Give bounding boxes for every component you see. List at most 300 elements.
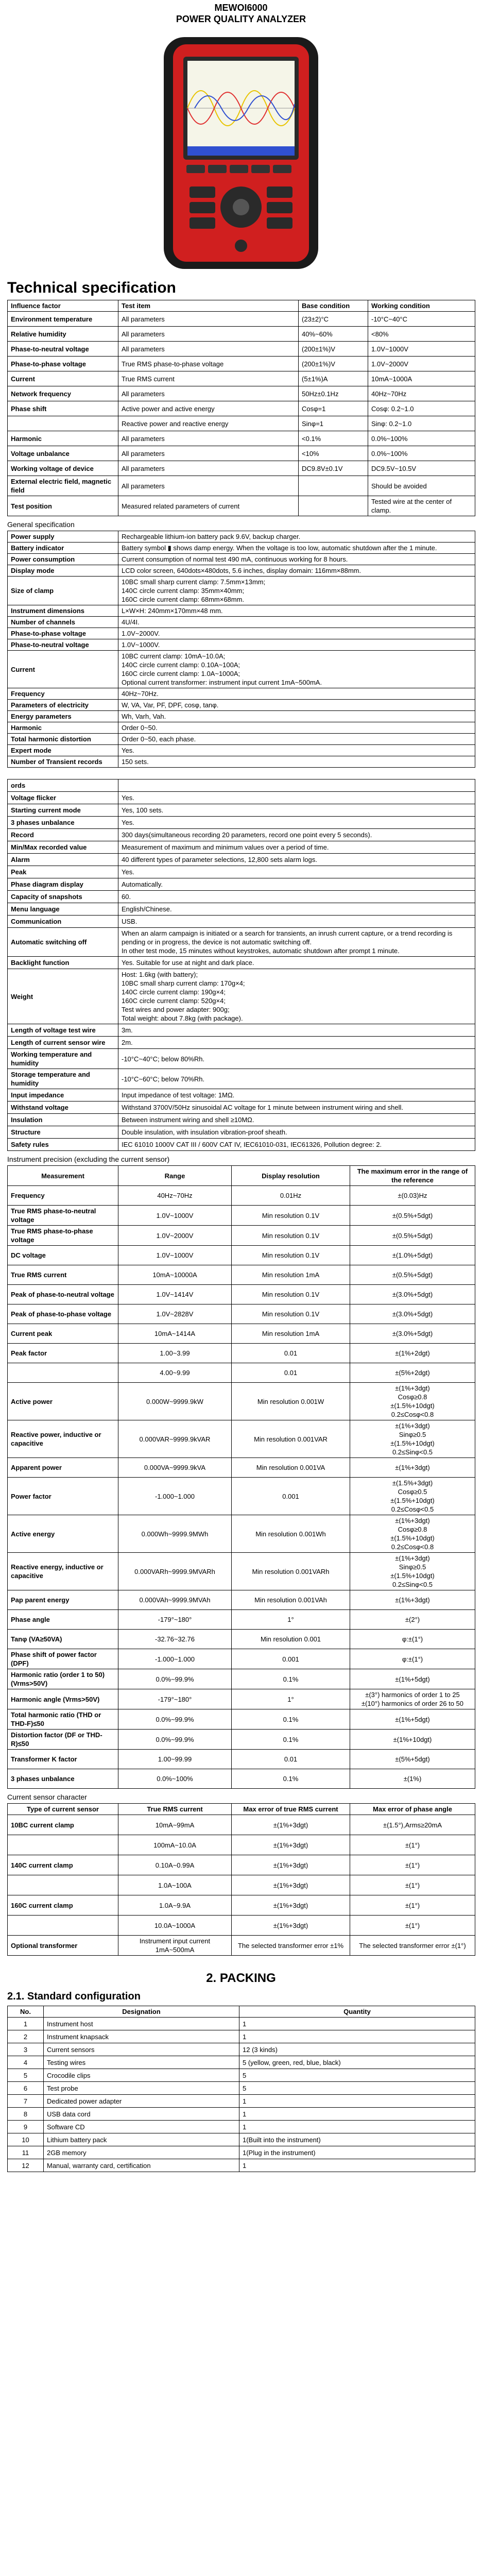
table-row [8,1769,475,1789]
table-cell: 10BC current clamp: 10mA~10.0A; 140C circle current clamp: 0.10A~100A; 160C circle current clamp: 1.0A~1000A; Optional current transformer: instrument input current 1mA~500mA. [118,651,475,688]
table-cell: Min resolution 0.001W [232,1383,350,1420]
general-table [7,531,475,768]
table-cell: 0.000VAR~9999.9kVAR [118,1420,232,1458]
table-cell: All parameters [118,446,299,461]
table-cell: Reactive power and reactive energy [118,416,299,431]
table-cell: 2GB memory [44,2146,239,2159]
table-cell: ±(1°) [350,1895,475,1916]
col-header: No. [8,2006,44,2018]
table-cell: 1.0A~100A [118,1875,232,1895]
table-cell: 10mA~1000A [368,371,475,386]
table-row [8,841,475,854]
table-cell: All parameters [118,342,299,357]
table-cell: Test probe [44,2082,239,2095]
table-cell: Tested wire at the center of clamp. [368,496,475,516]
table-cell: The selected transformer error ±(1°) [350,1936,475,1956]
table-cell: -179°~180° [118,1610,232,1630]
influence-table [7,300,475,516]
table-cell: Distortion factor (DF or THD-R)≤50 [8,1730,118,1750]
table-row [8,1649,475,1669]
table-cell: Apparent power [8,1458,118,1478]
table-row [8,1515,475,1553]
table-cell: Phase-to-phase voltage [8,628,118,639]
device-photo [153,32,329,274]
table-cell: 0.0%~100% [368,431,475,446]
table-cell: Transformer K factor [8,1750,118,1769]
table-cell: All parameters [118,461,299,476]
table-cell: 0.0%~100% [368,446,475,461]
table-cell: 8 [8,2108,44,2121]
influence-body [8,312,475,516]
table-cell: <10% [299,446,368,461]
table-cell: 5 (yellow, green, red, blue, black) [239,2056,475,2069]
packing-table [7,2006,475,2172]
table-row [8,1324,475,1344]
table-row [8,1590,475,1610]
table-cell: Min/Max recorded value [8,841,118,854]
table-row [8,639,475,651]
table-cell: 1.0V~2000V [368,357,475,371]
table-cell: Length of current sensor wire [8,1037,118,1049]
table-cell: Reactive power, inductive or capacitive [8,1420,118,1458]
table-cell: -10°C~40°C; below 80%Rh. [118,1049,475,1069]
table-row [8,1285,475,1304]
table-cell: 40Hz~70Hz. [118,688,475,700]
table-cell: 50Hz±0.1Hz [299,386,368,401]
table-cell: 1 [239,2030,475,2043]
table-cell: Should be avoided [368,476,475,496]
table-cell: ±(1%+3dgt) [350,1590,475,1610]
power-button [235,240,247,252]
table-row [8,779,475,792]
table-row [8,756,475,768]
table-row [8,891,475,903]
table-cell: Wh, Varh, Vah. [118,711,475,722]
table-cell: -179°~180° [118,1689,232,1709]
table-cell: 10mA~10000A [118,1265,232,1285]
table-row [8,2069,475,2082]
table-cell: 1.00~3.99 [118,1344,232,1363]
table-cell: Measured related parameters of current [118,496,299,516]
table-row [8,817,475,829]
table-cell: ±(0.5%+5dgt) [350,1265,475,1285]
table-cell: LCD color screen, 640dots×480dots, 5.6 inches, display domain: 116mm×88mm. [118,565,475,577]
table-cell: ±(1.5%+3dgt) Cosφ≥0.5 ±(1.5%+10dgt) 0.2≤Cosφ<0.5 [350,1478,475,1515]
influence-header-row [8,300,475,312]
table-row [8,1420,475,1458]
table-cell [8,416,118,431]
packing-body [8,2018,475,2172]
table-cell: 6 [8,2082,44,2095]
table-cell: 150 sets. [118,756,475,768]
model-name: MEWOI6000 [214,3,268,13]
table-row [8,357,475,371]
table-cell: 1.0V~2000V [118,1226,232,1246]
analyzer-illustration [153,32,329,274]
table-cell: True RMS current [118,371,299,386]
table-row [8,401,475,416]
table-cell: -1.000~1.000 [118,1478,232,1515]
table-cell: Structure [8,1126,118,1139]
table-row [8,928,475,957]
table-row [8,2121,475,2133]
table-cell [299,476,368,496]
table-row [8,1089,475,1101]
table-cell: All parameters [118,312,299,327]
table-row [8,617,475,628]
table-row [8,878,475,891]
table-cell: Min resolution 0.1V [232,1246,350,1265]
table-cell: Lithium battery pack [44,2133,239,2146]
table-row [8,1139,475,1151]
table-cell: 10.0A~1000A [118,1916,232,1936]
table-cell: 1(Built into the instrument) [239,2133,475,2146]
table-cell: 160C current clamp [8,1895,118,1916]
table-row [8,1186,475,1206]
table-cell: Active power and active energy [118,401,299,416]
table-cell: 3 phases unbalance [8,1769,118,1789]
table-row [8,866,475,878]
table-cell: (23±2)°C [299,312,368,327]
table-cell: All parameters [118,327,299,342]
table-cell: ±(3.0%+5dgt) [350,1304,475,1324]
table-cell: (200±1%)V [299,357,368,371]
table-cell [299,496,368,516]
col-header: Max error of phase angle [350,1804,475,1815]
table-cell: 0.000VARh~9999.9MVARh [118,1553,232,1590]
col-header: Max error of true RMS current [232,1804,350,1815]
table-cell [118,779,475,792]
table-cell: Phase shift of power factor (DPF) [8,1649,118,1669]
table-cell: ±(1%+3dgt) [232,1875,350,1895]
screen-menu-bar [187,146,295,156]
table-row [8,386,475,401]
table-cell: DC9.8V±0.1V [299,461,368,476]
table-row [8,2018,475,2030]
table-cell: ±(1%+3dgt) [232,1815,350,1835]
table-cell: Current [8,371,118,386]
table-cell: Network frequency [8,386,118,401]
table-cell: ±(1%+3dgt) Cosφ≥0.8 ±(1.5%+10dgt) 0.2≤Cosφ<0.8 [350,1515,475,1553]
table-cell: Min resolution 1mA [232,1324,350,1344]
table-cell: 1.0V~1000V [118,1206,232,1226]
sensor-title: Current sensor character [7,1793,87,1801]
col-header: Test item [118,300,299,312]
general-table-2 [7,779,475,1151]
table-cell: 300 days(simultaneous recording 20 parameters, record one point every 5 seconds). [118,829,475,841]
table-row [8,476,475,496]
table-cell: 3 [8,2043,44,2056]
table-cell: Measurement of maximum and minimum values over a period of time. [118,841,475,854]
table-cell: Peak factor [8,1344,118,1363]
table-row [8,1730,475,1750]
table-cell: Display mode [8,565,118,577]
table-row [8,565,475,577]
table-cell: 0.001 [232,1478,350,1515]
table-row [8,1936,475,1956]
table-cell: φ:±(1°) [350,1649,475,1669]
table-cell: ±(1%+5dgt) [350,1669,475,1689]
table-row [8,1855,475,1875]
table-cell: ±(1%+3dgt) [232,1835,350,1855]
table-cell: ±(1%+3dgt) [232,1855,350,1875]
table-row [8,312,475,327]
table-cell: All parameters [118,476,299,496]
table-cell: 40Hz~70Hz [118,1186,232,1206]
table-cell: Menu language [8,903,118,916]
table-cell: All parameters [118,386,299,401]
table-cell: English/Chinese. [118,903,475,916]
sensor-table [7,1803,475,1956]
packing-subtitle: 2.1. Standard configuration [7,1991,141,2002]
table-cell: ±(5%+2dgt) [350,1363,475,1383]
table-cell: Yes. [118,792,475,804]
table-cell: ±(0.03)Hz [350,1186,475,1206]
table-cell: (5±1%)A [299,371,368,386]
table-cell: 1.0V~2000V. [118,628,475,639]
table-cell: Optional transformer [8,1936,118,1956]
table-cell: 10mA~1414A [118,1324,232,1344]
table-cell: Power factor [8,1478,118,1515]
table-row [8,1265,475,1285]
table-cell: 1° [232,1610,350,1630]
table-row [8,496,475,516]
table-cell: Current consumption of normal test 490 mA, continuous working for 8 hours. [118,554,475,565]
table-cell: Yes. [118,817,475,829]
table-cell: Phase-to-neutral voltage [8,639,118,651]
table-cell: 100mA~10.0A [118,1835,232,1855]
table-row [8,1669,475,1689]
col-header: Base condition [299,300,368,312]
table-cell: Input impedance of test voltage: 1MΩ. [118,1089,475,1101]
table-cell: ±(2°) [350,1610,475,1630]
table-cell: L×W×H: 240mm×170mm×48 mm. [118,605,475,617]
table-cell: 5 [239,2082,475,2095]
table-cell: ±(1%+3dgt) Cosφ≥0.8 ±(1.5%+10dgt) 0.2≤Cosφ<0.8 [350,1383,475,1420]
table-cell: Weight [8,969,118,1024]
table-row [8,854,475,866]
table-row [8,804,475,817]
sensor-body [8,1815,475,1956]
table-row [8,1458,475,1478]
col-header: Quantity [239,2006,475,2018]
table-cell: 9 [8,2121,44,2133]
table-cell: 140C current clamp [8,1855,118,1875]
table-cell: Frequency [8,688,118,700]
table-cell: Capacity of snapshots [8,891,118,903]
table-cell: ±(1%) [350,1769,475,1789]
table-cell: 0.0%~99.9% [118,1709,232,1730]
table-row [8,1875,475,1895]
col-header: Working condition [368,300,475,312]
table-row [8,2056,475,2069]
table-cell: Phase-to-neutral voltage [8,342,118,357]
table-cell: 0.01 [232,1363,350,1383]
table-cell: Instrument knapsack [44,2030,239,2043]
table-cell: Battery indicator [8,543,118,554]
table-row [8,2082,475,2095]
table-cell: 40Hz~70Hz [368,386,475,401]
table-row [8,969,475,1024]
precision-body [8,1186,475,1789]
table-cell: 1(Plug in the instrument) [239,2146,475,2159]
table-cell: Rechargeable lithium-ion battery pack 9.6V, backup charger. [118,531,475,543]
table-cell: External electric field, magnetic field [8,476,118,496]
table-cell: 1° [232,1689,350,1709]
table-row [8,1206,475,1226]
table-cell: Sinφ=1 [299,416,368,431]
table-cell: Min resolution 0.001VAR [232,1420,350,1458]
table-cell: ±(1%+3dgt) [232,1895,350,1916]
table-cell: 0.000VA~9999.9kVA [118,1458,232,1478]
table-row [8,531,475,543]
table-row [8,829,475,841]
table-cell: ±(1.5°),Arms≥20mA [350,1815,475,1835]
table-cell: Min resolution 0.1V [232,1304,350,1324]
table-cell: 0.1% [232,1709,350,1730]
table-cell: 1 [239,2095,475,2108]
table-row [8,446,475,461]
table-row [8,2030,475,2043]
table-row [8,1553,475,1590]
table-cell: Pap parent energy [8,1590,118,1610]
table-cell: Instrument host [44,2018,239,2030]
table-cell: ±(3°) harmonics of order 1 to 25 ±(10°) harmonics of order 26 to 50 [350,1689,475,1709]
table-cell: ±(1%+3dgt) [350,1458,475,1478]
table-cell: ±(1°) [350,1875,475,1895]
table-cell: Test position [8,496,118,516]
table-cell: Phase shift [8,401,118,416]
table-cell: Min resolution 0.1V [232,1206,350,1226]
table-cell: ±(1%+5dgt) [350,1709,475,1730]
table-row [8,342,475,357]
col-header: Type of current sensor [8,1804,118,1815]
packing-title: 2. PACKING [206,1971,276,1985]
table-cell: Software CD [44,2121,239,2133]
table-row [8,577,475,605]
table-cell: 7 [8,2095,44,2108]
table-cell: ±(3.0%+5dgt) [350,1285,475,1304]
table-cell: 2m. [118,1037,475,1049]
table-row [8,916,475,928]
table-cell: -10°C~40°C [368,312,475,327]
table-row [8,1630,475,1649]
table-cell: φ:±(1°) [350,1630,475,1649]
table-cell: Cosφ: 0.2~1.0 [368,401,475,416]
table-row [8,745,475,756]
table-row [8,2146,475,2159]
table-cell: Input impedance [8,1089,118,1101]
table-cell: 0.01 [232,1750,350,1769]
table-cell: Manual, warranty card, certification [44,2159,239,2172]
table-cell: Length of voltage test wire [8,1024,118,1037]
table-cell: 10BC small sharp current clamp: 7.5mm×13mm; 140C circle current clamp: 35mm×40mm; 160C circle current clamp: 68mm×68mm. [118,577,475,605]
table-cell: 1 [239,2159,475,2172]
table-cell: Harmonic [8,431,118,446]
table-cell: 4U/4I. [118,617,475,628]
table-cell: Yes. [118,866,475,878]
table-cell [8,1875,118,1895]
table-cell: 0.10A~0.99A [118,1855,232,1875]
table-cell: 40%~60% [299,327,368,342]
table-row [8,2159,475,2172]
table-cell: 0.0%~100% [118,1769,232,1789]
table-cell: Current [8,651,118,688]
table-row [8,1363,475,1383]
table-cell: Automatic switching off [8,928,118,957]
table-cell: -10°C~60°C; below 70%Rh. [118,1069,475,1089]
table-row [8,2108,475,2121]
table-cell: Voltage unbalance [8,446,118,461]
table-row [8,792,475,804]
table-cell: Insulation [8,1114,118,1126]
table-cell: 1.0V~1000V. [118,639,475,651]
table-row [8,1916,475,1936]
col-header: Range [118,1166,232,1186]
table-row [8,700,475,711]
table-cell: Working voltage of device [8,461,118,476]
table-cell: Communication [8,916,118,928]
table-cell: 0.1% [232,1730,350,1750]
table-cell: USB data cord [44,2108,239,2121]
table-cell: Harmonic ratio (order 1 to 50) (Vrms>50V) [8,1669,118,1689]
table-cell: ±(1%+3dgt) Sinφ≥0.5 ±(1.5%+10dgt) 0.2≤Sinφ<0.5 [350,1420,475,1458]
table-row [8,734,475,745]
precision-table [7,1165,475,1789]
table-cell: USB. [118,916,475,928]
table-row [8,416,475,431]
table-cell: 5 [239,2069,475,2082]
table-cell: 60. [118,891,475,903]
table-row [8,628,475,639]
table-cell: ±(1.0%+5dgt) [350,1246,475,1265]
table-cell: 0.0%~99.9% [118,1669,232,1689]
table-cell: Battery symbol ▮ shows damp energy. When the voltage is too low, automatic shutdown after the 1 minute. [118,543,475,554]
table-cell [8,1835,118,1855]
table-row [8,2043,475,2056]
table-cell: 0.1% [232,1769,350,1789]
table-cell: Energy parameters [8,711,118,722]
table-cell: Current peak [8,1324,118,1344]
table-cell: 0.01Hz [232,1186,350,1206]
table-row [8,461,475,476]
table-cell: Yes, 100 sets. [118,804,475,817]
table-cell: Tanφ (VA≥50VA) [8,1630,118,1649]
table-cell: Parameters of electricity [8,700,118,711]
table-cell: Automatically. [118,878,475,891]
table-row [8,722,475,734]
table-cell: True RMS phase-to-phase voltage [8,1226,118,1246]
table-cell: Power consumption [8,554,118,565]
table-cell: ±(5%+5dgt) [350,1750,475,1769]
table-row [8,688,475,700]
col-header: Influence factor [8,300,118,312]
table-cell: W, VA, Var, PF, DPF, cosφ, tanφ. [118,700,475,711]
table-cell: 1.0V~1414V [118,1285,232,1304]
table-cell: ±(1%+3dgt) Sinφ≥0.5 ±(1.5%+10dgt) 0.2≤Sinφ<0.5 [350,1553,475,1590]
table-cell: 0.1% [232,1669,350,1689]
table-cell: Reactive energy, inductive or capacitive [8,1553,118,1590]
table-cell: Starting current mode [8,804,118,817]
table-cell: 0.000W~9999.9kW [118,1383,232,1420]
table-row [8,1304,475,1324]
table-cell: 1.0V~1000V [118,1246,232,1265]
table-cell: All parameters [118,431,299,446]
table-cell: 1 [8,2018,44,2030]
table-cell: 12 [8,2159,44,2172]
table-cell: Yes. [118,745,475,756]
table-cell: Power supply [8,531,118,543]
